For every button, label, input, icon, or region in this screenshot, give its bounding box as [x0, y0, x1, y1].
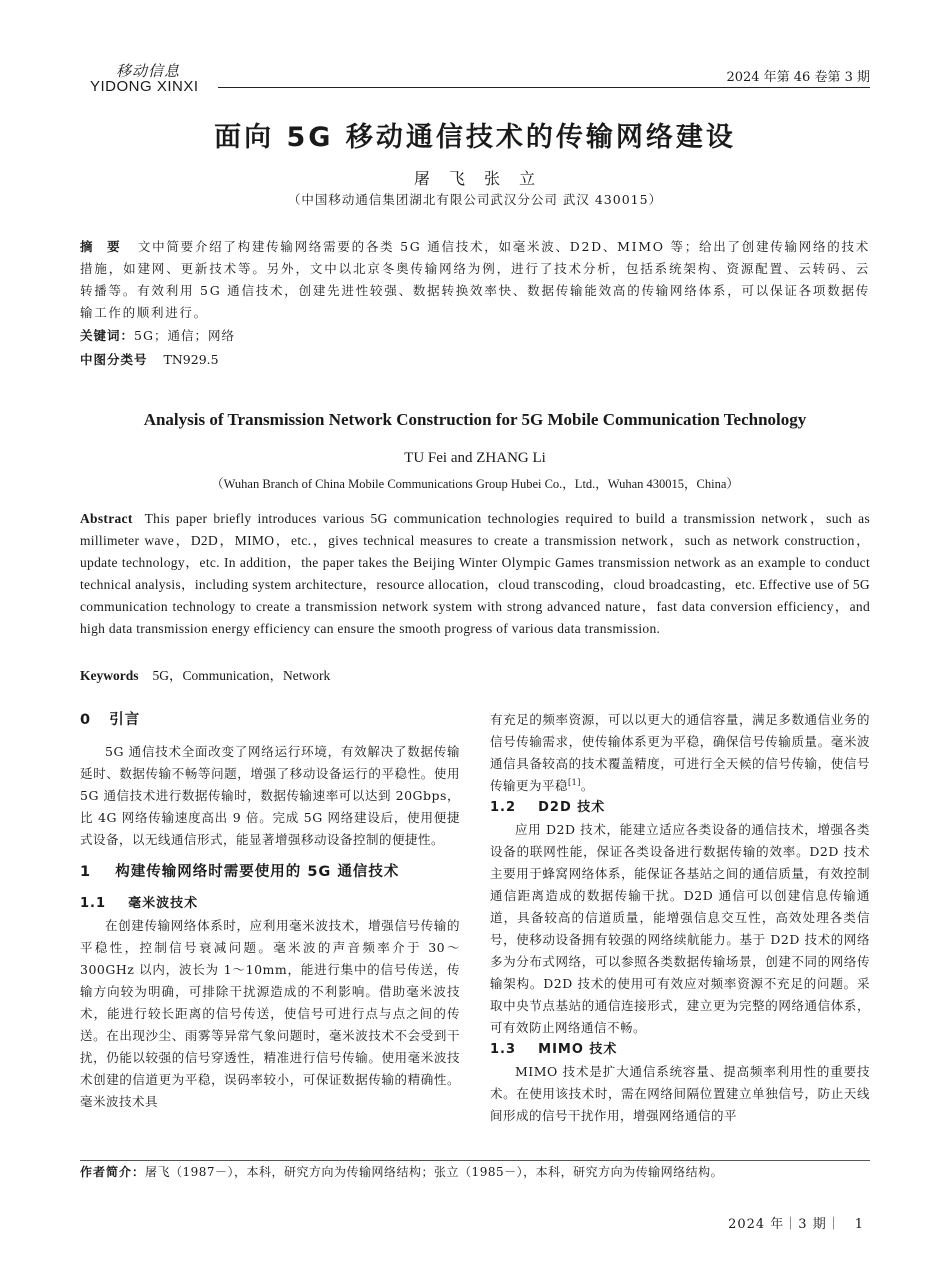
section-1-3-title: MIMO 技术	[538, 1042, 618, 1057]
footnote-rule	[80, 1160, 870, 1161]
section-1-1-continued-text: 有充足的频率资源，可以以更大的通信容量，满足多数通信业务的信号传输需求，使传输体系更为平稳，确保信号传输质量。毫米波通信具备较高的技术覆盖精度，可进行全天候的信号传输，使信号传输更为平稳	[490, 712, 870, 793]
journal-name-en: YIDONG XINXI	[90, 78, 199, 95]
footnote-text: 屠飞（1987－），本科，研究方向为传输网络结构；张立（1985－），本科，研究方向为传输网络结构。	[145, 1165, 724, 1179]
section-1-1-continued	[490, 709, 870, 797]
section-1-heading	[80, 861, 460, 883]
section-1-2-number: 1.2	[490, 800, 517, 815]
affiliation-en: （Wuhan Branch of China Mobile Communications Group Hubei Co.，Ltd.，Wuhan 430015，China）	[211, 477, 739, 491]
affiliation: （中国移动通信集团湖北有限公司武汉分公司 武汉 430015）	[287, 192, 663, 207]
section-1-1-number: 1.1	[80, 896, 107, 911]
section-0-title: 引言	[109, 712, 141, 728]
section-1-title: 构建传输网络时需要使用的 5G 通信技术	[115, 864, 400, 880]
classification	[80, 350, 219, 368]
keywords-cn-text: 5G；通信；网络	[134, 328, 235, 343]
author-footnote	[80, 1163, 723, 1180]
section-1-1-continued-end: 。	[580, 778, 594, 793]
keywords-en-text: 5G，Communication，Network	[152, 668, 331, 683]
section-1-3-paragraph: MIMO 技术是扩大通信系统容量、提高频率利用性的重要技术。在使用该技术时，需在网络间隔位置建立单独信号，防止天线间形成的信号干扰作用，增强网络通信的平	[490, 1064, 870, 1123]
keywords-cn-label: 关键词：	[80, 328, 135, 343]
section-1-3-number: 1.3	[490, 1042, 517, 1057]
keywords-en	[80, 664, 330, 684]
section-1-number: 1	[80, 864, 92, 880]
classification-value: TN929.5	[163, 352, 219, 367]
section-0-paragraph: 5G 通信技术全面改变了网络运行环境，有效解决了数据传输延时、数据传输不畅等问题，增强了移动设备运行的平稳性。使用 5G 通信技术进行数据传输时，数据传输速率可以达到 20Gbps，比 4G 网络传输速度高出 9 倍。完成 5G 网络建设后，使用便捷式设备，以无线通信形式，能显著增强移动设备控制的便捷性。	[80, 744, 460, 847]
keywords-en-label: Keywords	[80, 668, 139, 683]
section-1-1-title: 毫米波技术	[128, 896, 199, 911]
body-left-column	[80, 709, 460, 1113]
journal-name-cn: 移动信息	[116, 62, 181, 80]
footnote-label: 作者简介：	[80, 1165, 146, 1179]
section-1-2-paragraph: 应用 D2D 技术，能建立适应各类设备的通信技术，增强各类设备的联网性能，保证各类设备进行数据传输的效率。D2D 技术主要用于蜂窝网络体系，能保证各基站之间的通信质量，有效控制通信距离造成的数据传输干扰。D2D 通信可以创建信息传输通道，具备较高的信道质量，能增强信息交互性，高效处理各类信号，使移动设备拥有较强的网络续航能力。基于 D2D 技术的网络多为分布式网络，可以参照各类数据传输场景，创建不同的网络传输架构。D2D 技术的使用可有效应对频率资源不充足的问题。采取中央节点基站的通信连接形式，建立更为完整的网络通信体系，可有效防止网络通信不畅。	[490, 822, 870, 1035]
issue-info: 2024 年第 46 卷第 3 期	[726, 70, 870, 85]
section-1-1-paragraph: 在创建传输网络体系时，应利用毫米波技术，增强信号传输的平稳性，控制信号衰减问题。毫米波的声音频率介于 30～300GHz 以内，波长为 1～10mm，能进行集中的信号传送，传输方向较为明确，可排除干扰源造成的不利影响。借助毫米波技术，能进行较长距离的信号传送，使信号可进行点与点之间的传送。在出现沙尘、雨雾等异常气象问题时，毫米波技术不会受到干扰，仍能以较强的信号穿透性，精准进行信号传输。使用毫米波技术创建的信道更为平稳，误码率较小，可保证数据传输的精确性。毫米波技术具	[80, 918, 460, 1109]
classification-label: 中图分类号	[80, 352, 148, 367]
paper-title-en: Analysis of Transmission Network Construction for 5G Mobile Communication Technology	[143, 410, 807, 429]
abstract-cn-text: 文中简要介绍了构建传输网络需要的各类 5G 通信技术，如毫米波、D2D、MIMO 等；给出了创建传输网络的技术措施，如建网、更新技术等。另外，文中以北京冬奥传输网络为例，进行了技术分析，包括系统架构、资源配置、云转码、云转播等。有效利用 5G 通信技术，创建先进性较强、数据转换效率快、数据传输能效高的传输网络体系，可以保证各项数据传输工作的顺利进行。	[80, 239, 870, 320]
abstract-en-text: This paper briefly introduces various 5G communication technologies required to build a transmission network，such as millimeter wave，D2D，MIMO，etc.，gives technical measures to create a transmission network，such as network construction，update technology，etc. In addition，the paper takes the Beijing Winter Olympic Games transmission network as an example to conduct technical analysis，including system architecture，resource allocation，cloud transcoding，cloud broadcasting，etc. Effective use of 5G communication technology to create a transmission network system with strong advanced nature，fast data conversion efficiency，and high data transmission energy efficiency can ensure the smooth progress of various data transmission.	[80, 511, 870, 636]
paper-title: 面向 5G 移动通信技术的传输网络建设	[214, 122, 736, 153]
abstract-cn-label: 摘 要	[80, 239, 121, 254]
section-1-1-heading	[80, 893, 460, 915]
section-0-heading	[80, 709, 460, 731]
citation-ref: [1]	[568, 777, 581, 787]
body-right-column	[490, 709, 870, 1127]
section-1-2-title: D2D 技术	[538, 800, 606, 815]
authors: 屠 飞 张 立	[413, 169, 537, 188]
section-1-3-heading	[490, 1039, 870, 1061]
section-0-number: 0	[80, 712, 92, 728]
abstract-en-label: Abstract	[80, 511, 133, 526]
abstract-cn	[80, 236, 870, 324]
authors-en: TU Fei and ZHANG Li	[404, 450, 546, 466]
abstract-en	[80, 508, 870, 640]
keywords-cn	[80, 326, 235, 344]
header-rule	[218, 87, 870, 88]
section-1-2-heading	[490, 797, 870, 819]
page-footer: 2024 年｜3 期｜ 1	[728, 1217, 864, 1232]
